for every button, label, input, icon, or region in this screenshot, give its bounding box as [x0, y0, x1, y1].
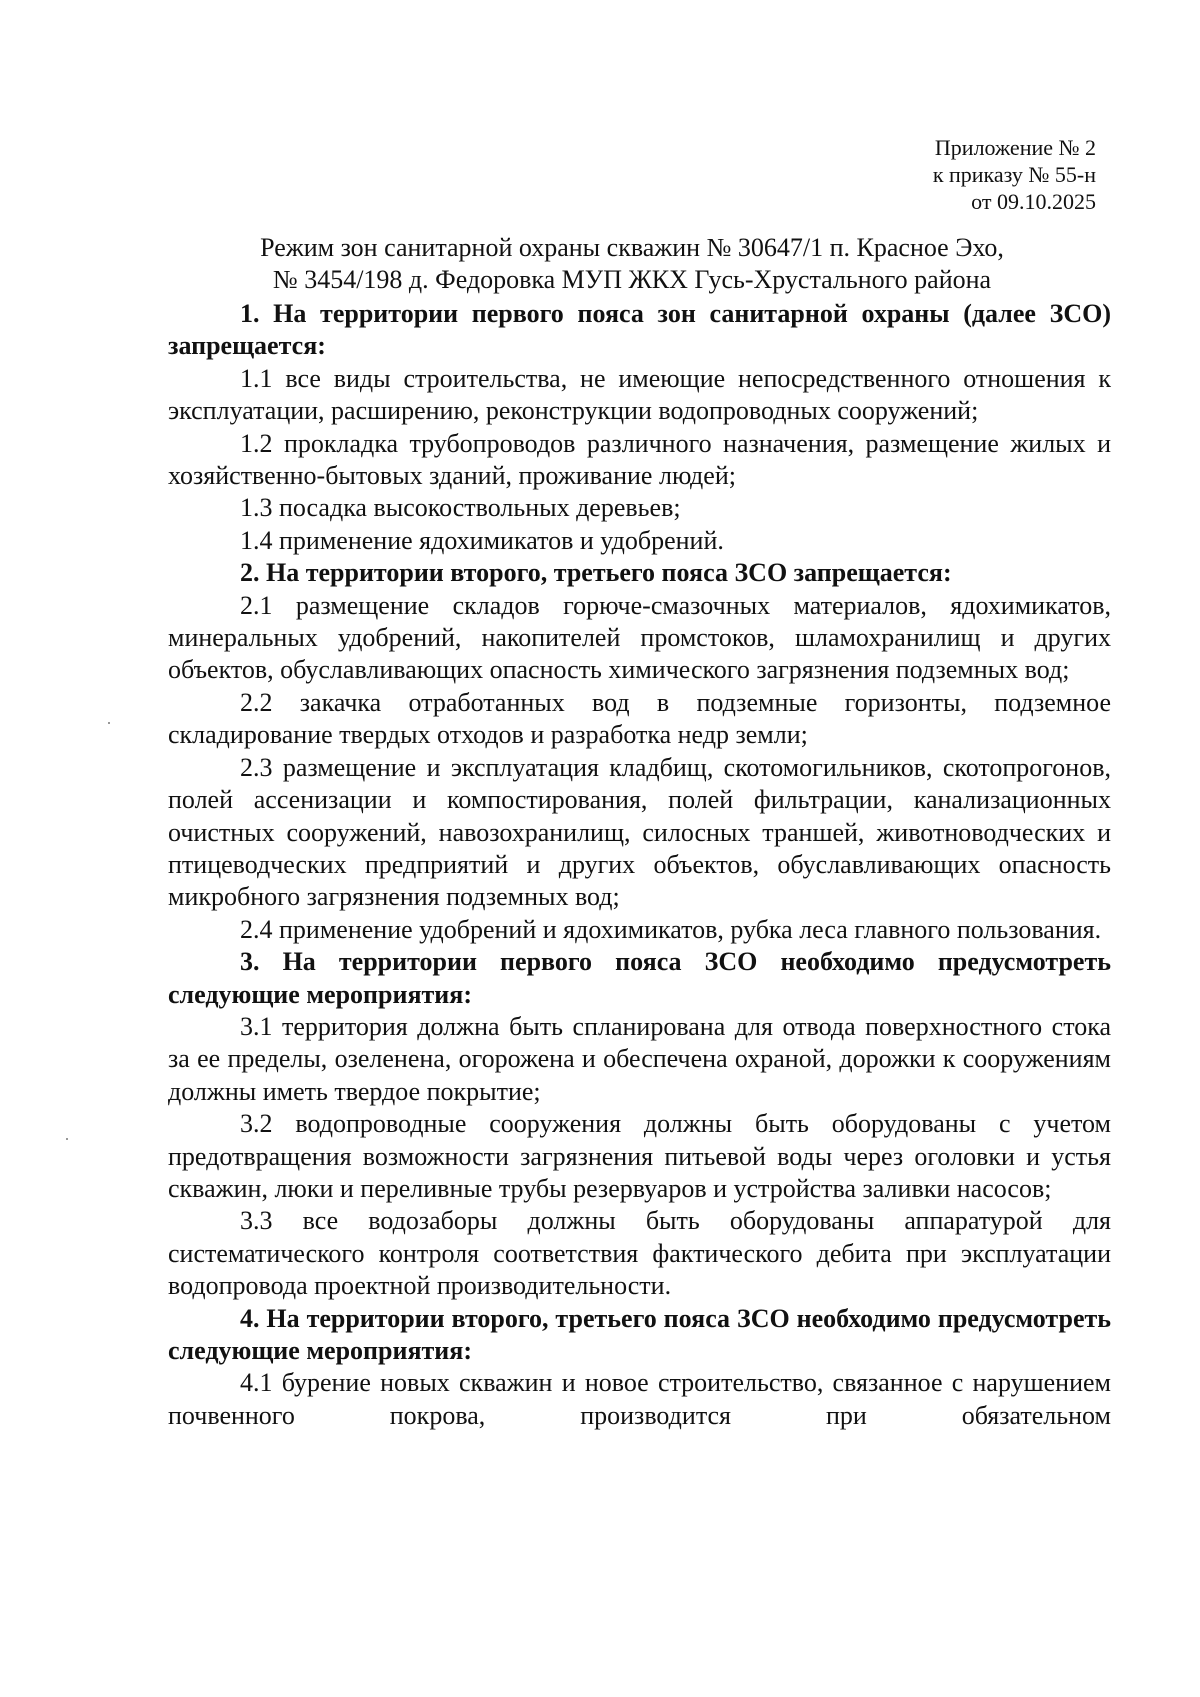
scan-speck: [108, 722, 110, 724]
item-2-3: 2.3 размещение и эксплуатация кладбищ, скотомогильников, скотопрогонов, полей ассенизации и компостирования, полей фильтрации, канализационных очистных сооружений, навозохранилищ, силосных траншей, животноводческих и птицеводческих предприятий и других объектов, обуславливающих опасность микробного загрязнения подземных вод;: [168, 752, 1111, 912]
section-4-heading: 4. На территории второго, третьего пояса ЗСО необходимо предусмотреть следующие мероприятия:: [168, 1303, 1111, 1365]
item-2-1: 2.1 размещение складов горюче-смазочных материалов, ядохимикатов, минеральных удобрений, накопителей промстоков, шламохранилищ и других объектов, обуславливающих опасность химического загрязнения подземных вод;: [168, 590, 1111, 685]
order-date: от 09.10.2025: [971, 189, 1096, 214]
appendix-number: Приложение № 2: [934, 135, 1096, 160]
item-1-4: 1.4 применение ядохимикатов и удобрений.: [240, 525, 724, 555]
section-1-heading: 1. На территории первого пояса зон санитарной охраны (далее ЗСО) запрещается:: [168, 299, 1111, 361]
document-body: [168, 298, 1111, 1432]
scan-speck: [66, 1138, 68, 1140]
item-1-3: 1.3 посадка высокоствольных деревьев;: [240, 493, 681, 523]
item-1-2: 1.2 прокладка трубопроводов различного назначения, размещение жилых и хозяйственно-бытовых зданий, проживание людей;: [168, 428, 1111, 491]
item-2-4: 2.4 применение удобрений и ядохимикатов, рубка леса главного пользования.: [240, 914, 1102, 944]
item-3-3: 3.3 все водозаборы должны быть оборудованы аппаратурой для систематического контроля соответствия фактического дебита при эксплуатации водопровода проектной производительности.: [168, 1206, 1111, 1301]
document-title: [168, 232, 1096, 296]
section-2-heading: 2. На территории второго, третьего пояса ЗСО запрещается:: [240, 558, 952, 588]
item-1-1: 1.1 все виды строительства, не имеющие непосредственного отношения к эксплуатации, расширению, реконструкции водопроводных сооружений;: [168, 363, 1111, 426]
item-3-2: 3.2 водопроводные сооружения должны быть оборудованы с учетом предотвращения возможности загрязнения питьевой воды через оголовки и устья скважин, люки и переливные трубы резервуаров и устройства заливки насосов;: [168, 1109, 1111, 1203]
item-4-1: 4.1 бурение новых скважин и новое строительство, связанное с нарушением почвенного покрова, производится при обязательном: [168, 1368, 1111, 1430]
title-line-2: № 3454/198 д. Федоровка МУП ЖКХ Гусь-Хрустального района: [272, 265, 992, 294]
title-line-1: Режим зон санитарной охраны скважин № 30647/1 п. Красное Эхо,: [260, 233, 1004, 262]
appendix-reference: [933, 134, 1096, 215]
section-3-heading: 3. На территории первого пояса ЗСО необходимо предусмотреть следующие мероприятия:: [168, 947, 1111, 1009]
item-2-2: 2.2 закачка отработанных вод в подземные горизонты, подземное складирование твердых отходов и разработка недр земли;: [168, 687, 1111, 750]
item-3-1: 3.1 территория должна быть спланирована для отвода поверхностного стока за ее пределы, озеленена, огорожена и обеспечена охраной, дорожки к сооружениям должны иметь твердое покрытие;: [168, 1011, 1111, 1106]
order-reference: к приказу № 55-н: [932, 162, 1096, 187]
